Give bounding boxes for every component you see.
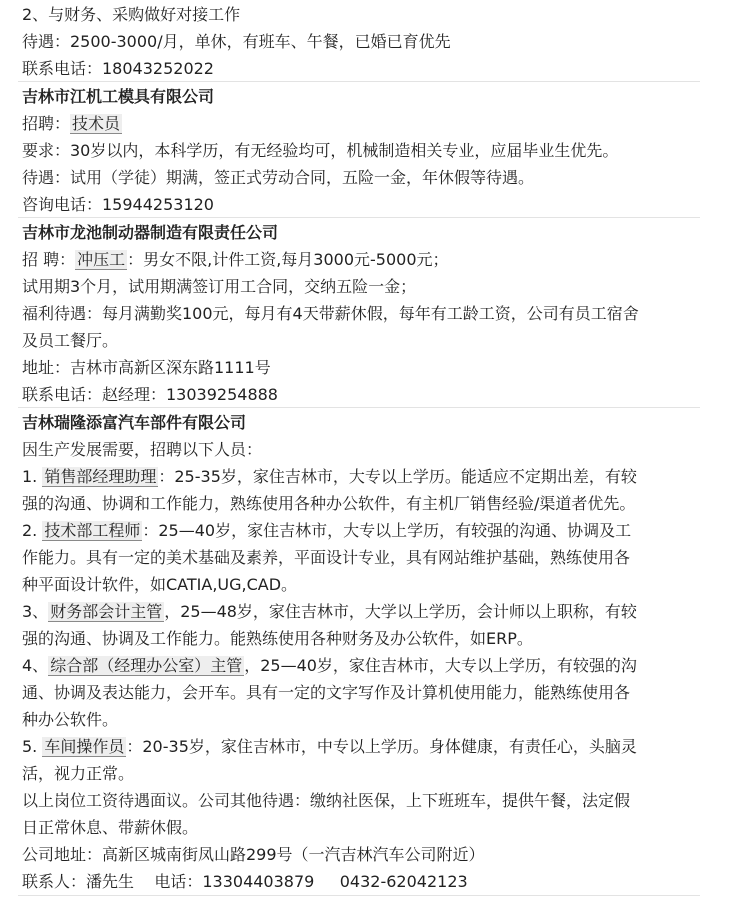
job-line: 作能力。具有一定的美术基础及素养，平面设计专业，具有网站维护基础，熟练使用各 [22,548,631,567]
treatment-line: 待遇：试用（学徒）期满，签正式劳动合同，五险一金，年休假等待遇。 [22,168,535,187]
divider [18,895,700,896]
job-number: 1. [22,467,43,486]
job-line [22,652,702,679]
position-tag: 销售部经理助理 [44,467,157,486]
pay-line: 待遇：2500-3000/月，单休，有班车、午餐，已婚已育优先 [22,32,451,51]
phone-line: 联系电话：赵经理：13039254888 [22,385,278,404]
position-tag: 车间操作员 [44,737,125,756]
job-line [22,463,702,490]
job-line [22,733,702,760]
recruit-label: 招聘： [22,114,71,133]
duty-line: 2、与财务、采购做好对接工作 [22,5,241,24]
address-line: 地址：吉林市高新区深东路1111号 [22,358,271,377]
job-number: 3、 [22,602,49,621]
recruit-line [22,246,702,273]
job-number: 4、 [22,656,49,675]
job-detail: ：20-35岁，家住吉林市，中专以上学历。身体健康，有责任心，头脑灵 [126,737,637,756]
recruit-label: 招 聘： [22,250,76,269]
company-title: 吉林市江机工模具有限公司 [22,87,215,106]
job-number: 5. [22,737,43,756]
recruit-line [22,110,702,137]
job-line: 种平面设计软件，如CATIA,UG,CAD。 [22,575,298,594]
position-tag: 技术部工程师 [44,521,141,540]
company-title: 吉林市龙池制动器制造有限责任公司 [22,223,279,242]
trial-line: 试用期3个月，试用期满签订用工合同，交纳五险一金； [22,277,417,296]
job-detail: ，25—40岁，家住吉林市，大专以上学历，有较强的沟 [244,656,637,675]
position-tag: 冲压工 [77,250,126,269]
address-line: 公司地址：高新区城南街凤山路299号（一汽吉林汽车公司附近） [22,845,485,864]
job-detail: ：25—40岁，家住吉林市，大专以上学历，有较强的沟通、协调及工 [142,521,632,540]
job-line: 强的沟通、协调及工作能力。能熟练使用各种财务及办公软件，如ERP。 [22,629,533,648]
welfare-line: 及员工餐厅。 [22,331,119,350]
divider [18,217,700,218]
intro-line: 因生产发展需要，招聘以下人员： [22,440,263,459]
position-tag: 技术员 [72,114,121,133]
job-line [22,517,702,544]
benefits-line: 以上岗位工资待遇面议。公司其他待遇：缴纳社医保，上下班班车，提供午餐，法定假 [22,791,631,810]
position-tag: 财务部会计主管 [50,602,163,621]
job-number: 2. [22,521,43,540]
recruit-detail: ：男女不限,计件工资,每月3000元-5000元； [127,250,449,269]
job-detail: ，25—48岁，家住吉林市，大学以上学历，会计师以上职称，有较 [164,602,637,621]
job-line: 通、协调及表达能力，会开车。具有一定的文字写作及计算机使用能力，能熟练使用各 [22,683,631,702]
phone-line: 咨询电话：15944253120 [22,195,214,214]
phone-line: 联系电话：18043252022 [22,59,214,78]
job-line: 活，视力正常。 [22,764,135,783]
job-detail: ：25-35岁，家住吉林市，大专以上学历。能适应不定期出差，有较 [158,467,637,486]
contact-line: 联系人：潘先生 电话：13304403879 0432-62042123 [22,872,468,891]
position-tag: 综合部（经理办公室）主管 [50,656,243,675]
divider [18,407,700,408]
company-title: 吉林瑞隆添富汽车部件有限公司 [22,413,247,432]
divider [18,81,700,82]
job-line [22,598,702,625]
job-line: 种办公软件。 [22,710,119,729]
job-line: 强的沟通、协调和工作能力，熟练使用各种办公软件，有主机厂销售经验/渠道者优先。 [22,494,636,513]
welfare-line: 福利待遇：每月满勤奖100元，每月有4天带薪休假，每年有工龄工资，公司有员工宿舍 [22,304,639,323]
benefits-line: 日正常休息、带薪休假。 [22,818,199,837]
requirement-line: 要求：30岁以内，本科学历，有无经验均可，机械制造相关专业，应届毕业生优先。 [22,141,619,160]
